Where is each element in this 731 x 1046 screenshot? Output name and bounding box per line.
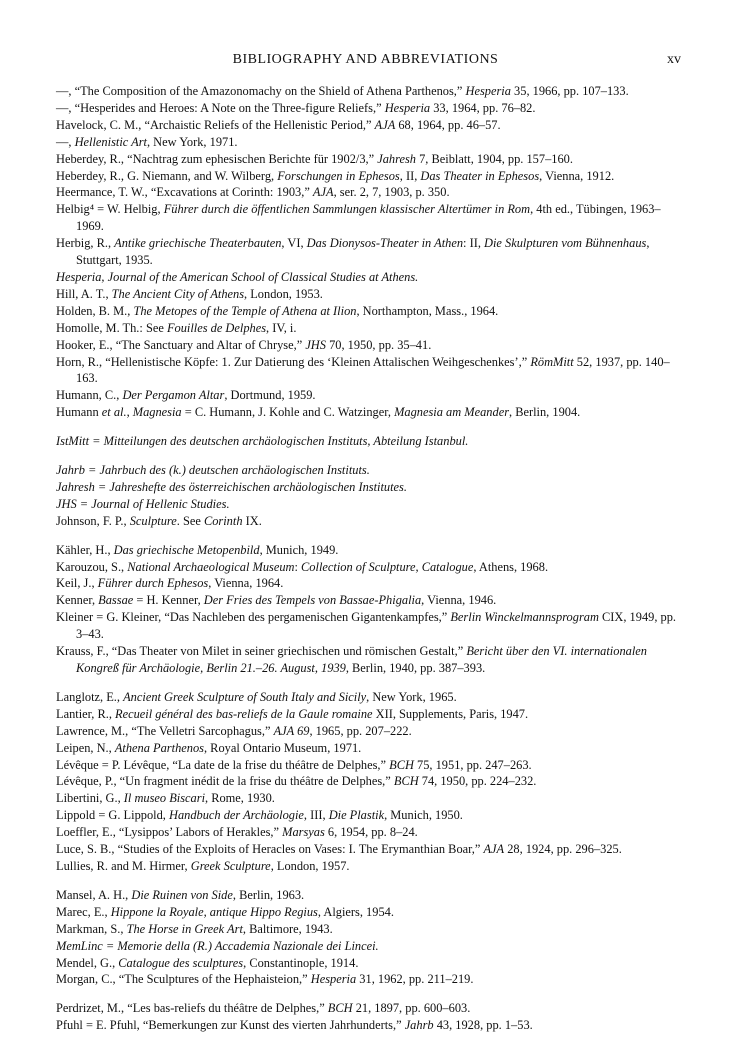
entry-text-segment: , Rome, 1930. (205, 791, 275, 806)
bibliography-list (56, 83, 686, 1046)
bibliography-entry (56, 689, 686, 706)
page-title: BIBLIOGRAPHY AND ABBREVIATIONS (232, 52, 499, 67)
entry-text-segment: , Algiers, 1954. (317, 904, 394, 919)
bibliography-entry (56, 592, 686, 609)
entry-text-segment: , Royal Ontario Museum, 1971. (203, 740, 362, 755)
entry-italic-segment: Das Dionysos-Theater in Athen (306, 236, 464, 251)
entry-text-segment: Morgan, C., “The Sculptures of the Hephaisteion,” (56, 972, 311, 987)
entry-italic-segment: Die Skulpturen vom Bühnenhaus (484, 236, 647, 251)
entry-text-segment: , VI, (281, 236, 307, 251)
entry-text-segment: : II, (463, 236, 485, 251)
entry-italic-segment: Hesperia (384, 100, 431, 115)
entry-text-segment: , Dortmund, 1959. (224, 388, 316, 403)
entry-italic-segment: Bassae (98, 593, 134, 608)
bibliography-entry (56, 542, 686, 559)
entry-text-segment: Hill, A. T., (56, 286, 112, 301)
entry-text-segment: 33, 1964, pp. 76–82. (430, 100, 536, 115)
bibliography-entry (56, 404, 686, 421)
entry-text-segment: Langlotz, E., (56, 689, 124, 704)
entry-italic-segment: Führer durch Ephesos (97, 576, 209, 591)
entry-text-segment: Heberdey, R., “Nachtrag zum ephesischen Berichte für 1902/3,” (56, 151, 378, 166)
bibliography-entry (56, 575, 686, 592)
bibliography-entry (56, 83, 686, 100)
entry-italic-segment: BCH (393, 774, 419, 789)
entry-text-segment: IX. (242, 513, 262, 528)
entry-text-segment: Kleiner = G. Kleiner, “Das Nachleben des pergamenischen Gigantenkampfes,” (56, 610, 451, 625)
bibliography-entry (56, 1000, 686, 1017)
bibliography-entry (56, 971, 686, 988)
bibliography-entry (56, 269, 686, 286)
entry-text-segment: Kenner, (56, 593, 99, 608)
entry-text-segment: , 1965, pp. 207–222. (309, 723, 412, 738)
entry-text-segment: , Stuttgart, 1935. (76, 236, 650, 268)
entry-text-segment: = H. Kenner, (133, 593, 204, 608)
entry-text-segment: 43, 1928, pp. 1–53. (433, 1018, 533, 1033)
entry-italic-segment: Berlin Winckelmannsprogram (450, 610, 599, 625)
bibliography-entry (56, 807, 686, 824)
bibliography-entry (56, 858, 686, 875)
entry-text-segment: CIX, 1949, pp. 3–43. (76, 610, 677, 642)
entry-italic-segment: Marsyas (282, 825, 325, 840)
page-header (0, 52, 731, 74)
entry-text-segment: , Athens, 1968. (473, 559, 549, 574)
bibliography-entry (56, 201, 686, 235)
entry-text-segment: . See (176, 513, 204, 528)
entry-text-segment: , III, (303, 808, 329, 823)
bibliography-entry (56, 757, 686, 774)
entry-italic-segment: Jahrb (404, 1018, 434, 1033)
entry-text-segment: Humann (56, 405, 102, 420)
entry-italic-segment: MemLinc = Memorie della (R.) Accademia Nazionale dei Lincei. (56, 938, 379, 953)
bibliography-group (56, 887, 686, 988)
entry-text-segment: 75, 1951, pp. 247–263. (413, 757, 532, 772)
entry-italic-segment: Collection of Sculpture, Catalogue (301, 559, 474, 574)
entry-text-segment: Kähler, H., (56, 542, 114, 557)
entry-text-segment: , Vienna, 1946. (421, 593, 497, 608)
entry-italic-segment: AJA (374, 117, 396, 132)
bibliography-entry (56, 184, 686, 201)
page-number: xv (667, 52, 681, 67)
bibliography-entry (56, 496, 686, 513)
entry-italic-segment: The Ancient City of Athens (111, 286, 245, 301)
entry-italic-segment: Bericht über den VI. internationalen Kongreß für Archäologie, Berlin 21.–26. August, 1939 (76, 644, 647, 675)
entry-text-segment: , New York, 1971. (146, 134, 238, 149)
entry-text-segment: , ser. 2, 7, 1903, p. 350. (333, 185, 450, 200)
entry-italic-segment: BCH (389, 757, 414, 772)
entry-italic-segment: et al. (101, 405, 127, 420)
entry-text-segment: —, “Hesperides and Heroes: A Note on the Three-figure Reliefs,” (56, 100, 385, 115)
entry-italic-segment: Fouilles de Delphes (166, 320, 267, 335)
entry-text-segment: Lippold = G. Lippold, (56, 808, 169, 823)
entry-italic-segment: Das griechische Metopenbild (113, 542, 260, 557)
entry-italic-segment: JHS = Journal of Hellenic Studies. (56, 496, 230, 511)
entry-text-segment: 68, 1964, pp. 46–57. (395, 117, 501, 132)
entry-text-segment: Lantier, R., (56, 706, 116, 721)
entry-text-segment: 6, 1954, pp. 8–24. (324, 825, 418, 840)
entry-text-segment: , Vienna, 1912. (539, 168, 615, 183)
bibliography-entry (56, 723, 686, 740)
entry-italic-segment: The Metopes of the Temple of Athena at Ilion (133, 303, 357, 318)
bibliography-entry (56, 151, 686, 168)
bibliography-entry (56, 387, 686, 404)
entry-italic-segment: Catalogue des sculptures (118, 955, 244, 970)
entry-italic-segment: Il museo Biscari (123, 791, 206, 806)
entry-italic-segment: IstMitt = Mitteilungen des deutschen archäologischen Instituts, Abteilung Istanbul. (56, 434, 469, 449)
bibliography-entry (56, 354, 686, 388)
bibliography-entry (56, 841, 686, 858)
entry-text-segment: , 4th ed., Tübingen, 1963–1969. (76, 202, 661, 234)
bibliography-entry (56, 117, 686, 134)
entry-italic-segment: Hesperia (310, 972, 357, 987)
entry-text-segment: XII, Supplements, Paris, 1947. (372, 706, 529, 721)
bibliography-entry (56, 134, 686, 151)
entry-text-segment: , II, (399, 168, 421, 183)
entry-text-segment: —, “The Composition of the Amazonomachy on the Shield of Athena Parthenos,” (56, 84, 466, 98)
bibliography-entry (56, 955, 686, 972)
entry-text-segment: Keil, J., (56, 576, 98, 591)
entry-italic-segment: Handbuch der Archäologie (169, 808, 304, 823)
entry-text-segment: , Munich, 1949. (259, 542, 339, 557)
entry-italic-segment: Ancient Greek Sculpture of South Italy and Sicily (123, 689, 367, 704)
entry-italic-segment: JHS (305, 337, 326, 352)
entry-text-segment: Libertini, G., (56, 791, 124, 806)
entry-text-segment: , Constantinople, 1914. (243, 955, 359, 970)
entry-text-segment: , Berlin, 1904. (509, 405, 581, 420)
entry-text-segment: Krauss, F., “Das Theater von Milet in seiner griechischen und römischen Gestalt,” (56, 644, 467, 659)
entry-italic-segment: Die Plastik (328, 808, 385, 823)
entry-text-segment: —, (56, 134, 75, 149)
bibliography-entry (56, 320, 686, 337)
entry-text-segment: Loeffler, E., “Lysippos’ Labors of Herakles,” (56, 825, 283, 840)
bibliography-entry (56, 740, 686, 757)
bibliography-entry (56, 643, 686, 677)
entry-text-segment: Mendel, G., (56, 955, 119, 970)
entry-text-segment: Heermance, T. W., “Excavations at Corinth: 1903,” (56, 185, 313, 200)
entry-text-segment: Johnson, F. P., (56, 513, 130, 528)
bibliography-entry (56, 433, 686, 450)
entry-italic-segment: RömMitt (530, 354, 574, 369)
bibliography-entry (56, 1017, 686, 1034)
entry-italic-segment: Antike griechische Theaterbauten (114, 236, 282, 251)
entry-text-segment: Lawrence, M., “The Velletri Sarcophagus,” (56, 723, 274, 738)
entry-text-segment: , IV, i. (266, 320, 297, 335)
bibliography-entry (56, 286, 686, 303)
entry-italic-segment: Corinth (203, 513, 243, 528)
entry-text-segment: Luce, S. B., “Studies of the Exploits of Heracles on Vases: I. The Erymanthian Boar,” (56, 842, 484, 857)
entry-italic-segment: National Archaeological Museum (127, 559, 295, 574)
bibliography-group (56, 433, 686, 450)
entry-text-segment: 52, 1937, pp. 140–163. (76, 354, 670, 386)
entry-text-segment: , Northampton, Mass., 1964. (356, 303, 499, 318)
entry-text-segment: Holden, B. M., (56, 303, 134, 318)
entry-italic-segment: Führer durch die öffentlichen Sammlungen klassischer Altertümer in Rom (163, 202, 531, 217)
entry-text-segment: Leipen, N., (56, 740, 115, 755)
entry-italic-segment: Jahrb = Jahrbuch des (k.) deutschen archäologischen Instituts. (56, 463, 370, 478)
bibliography-entry (56, 337, 686, 354)
entry-italic-segment: Hellenistic Art (74, 134, 147, 149)
entry-text-segment: 7, Beiblatt, 1904, pp. 157–160. (416, 151, 573, 166)
bibliography-entry (56, 462, 686, 479)
bibliography-group (56, 83, 686, 421)
bibliography-entry (56, 235, 686, 269)
bibliography-entry (56, 773, 686, 790)
entry-text-segment: Lullies, R. and M. Hirmer, (56, 858, 191, 873)
entry-italic-segment: Jahresh = Jahreshefte des österreichischen archäologischen Institutes. (56, 479, 407, 494)
entry-italic-segment: Das Theater in Ephesos (420, 168, 540, 183)
entry-text-segment: Perdrizet, M., “Les bas-reliefs du théâtre de Delphes,” (56, 1001, 328, 1016)
entry-italic-segment: AJA 69 (273, 723, 310, 738)
entry-text-segment: , London, 1953. (244, 286, 323, 301)
entry-text-segment: Mansel, A. H., (56, 887, 132, 902)
entry-italic-segment: AJA (483, 842, 505, 857)
bibliography-entry (56, 921, 686, 938)
entry-text-segment: Herbig, R., (56, 236, 115, 251)
entry-italic-segment: Hippone la Royale, antique Hippo Regius (110, 904, 318, 919)
entry-text-segment: , London, 1957. (270, 858, 350, 873)
entry-text-segment: , (126, 405, 133, 420)
entry-italic-segment: Magnesia am Meander (394, 405, 510, 420)
bibliography-entry (56, 790, 686, 807)
entry-italic-segment: Der Fries des Tempels von Bassae-Phigalia (203, 593, 422, 608)
entry-text-segment: Pfuhl = E. Pfuhl, “Bemerkungen zur Kunst des vierten Jahrhunderts,” (56, 1018, 405, 1033)
entry-italic-segment: Recueil général des bas-reliefs de la Gaule romaine (115, 706, 373, 721)
bibliography-entry (56, 887, 686, 904)
entry-text-segment: , Baltimore, 1943. (242, 921, 333, 936)
entry-text-segment: 35, 1966, pp. 107–133. (510, 84, 629, 98)
entry-italic-segment: Jahresh (377, 151, 417, 166)
bibliography-entry (56, 938, 686, 955)
bibliography-entry (56, 100, 686, 117)
entry-text-segment: , New York, 1965. (366, 689, 457, 704)
bibliography-group (56, 462, 686, 530)
entry-italic-segment: Hesperia, Journal of the American School of Classical Studies at Athens. (56, 269, 419, 284)
entry-text-segment: 21, 1897, pp. 600–603. (352, 1001, 471, 1016)
entry-text-segment: Horn, R., “Hellenistische Köpfe: 1. Zur Datierung des ‘Kleinen Attalischen Weihgeschenkes’,” (56, 354, 531, 369)
entry-italic-segment: Magnesia (132, 405, 182, 420)
entry-text-segment: Lévêque, P., “Un fragment inédit de la frise du théâtre de Delphes,” (56, 774, 394, 789)
bibliography-entry (56, 706, 686, 723)
entry-italic-segment: Hesperia (465, 84, 511, 98)
entry-text-segment: 74, 1950, pp. 224–232. (418, 774, 537, 789)
entry-text-segment: Havelock, C. M., “Archaistic Reliefs of the Hellenistic Period,” (56, 117, 375, 132)
entry-italic-segment: The Horse in Greek Art (126, 921, 243, 936)
entry-text-segment: Heberdey, R., G. Niemann, and W. Wilberg, (56, 168, 278, 183)
entry-text-segment: Marec, E., (56, 904, 111, 919)
entry-italic-segment: Sculpture (129, 513, 177, 528)
entry-text-segment: 31, 1962, pp. 211–219. (356, 972, 474, 987)
bibliography-group (56, 542, 686, 677)
entry-text-segment: Homolle, M. Th.: See (56, 320, 167, 335)
entry-text-segment: Lévêque = P. Lévêque, “La date de la frise du théâtre de Delphes,” (56, 757, 390, 772)
entry-italic-segment: Athena Parthenos (114, 740, 204, 755)
bibliography-entry (56, 904, 686, 921)
bibliography-entry (56, 479, 686, 496)
entry-italic-segment: Die Ruinen von Side (131, 887, 233, 902)
entry-text-segment: Karouzou, S., (56, 559, 128, 574)
bibliography-group (56, 1000, 686, 1034)
entry-text-segment: Hooker, E., “The Sanctuary and Altar of Chryse,” (56, 337, 306, 352)
bibliography-entry (56, 559, 686, 576)
entry-italic-segment: Greek Sculpture (190, 858, 271, 873)
entry-text-segment: 28, 1924, pp. 296–325. (504, 842, 622, 857)
entry-text-segment: = C. Humann, J. Kohle and C. Watzinger, (181, 405, 395, 420)
entry-text-segment: , Berlin, 1963. (232, 887, 305, 902)
entry-text-segment: 70, 1950, pp. 35–41. (325, 337, 432, 352)
bibliography-entry (56, 303, 686, 320)
entry-text-segment: , Vienna, 1964. (208, 576, 284, 591)
bibliography-entry (56, 824, 686, 841)
entry-text-segment: Helbig⁴ = W. Helbig, (56, 202, 164, 217)
entry-text-segment: , Berlin, 1940, pp. 387–393. (345, 661, 486, 675)
entry-italic-segment: BCH (327, 1001, 353, 1016)
bibliography-entry (56, 513, 686, 530)
entry-italic-segment: Der Pergamon Altar (122, 388, 225, 403)
entry-text-segment: Markman, S., (56, 921, 127, 936)
entry-italic-segment: AJA (312, 185, 334, 200)
bibliography-entry (56, 609, 686, 643)
entry-italic-segment: Forschungen in Ephesos (277, 168, 400, 183)
bibliography-group (56, 689, 686, 875)
entry-text-segment: , Munich, 1950. (384, 808, 463, 823)
bibliography-entry (56, 168, 686, 185)
entry-text-segment: Humann, C., (56, 388, 123, 403)
entry-text-segment: : (294, 559, 302, 574)
